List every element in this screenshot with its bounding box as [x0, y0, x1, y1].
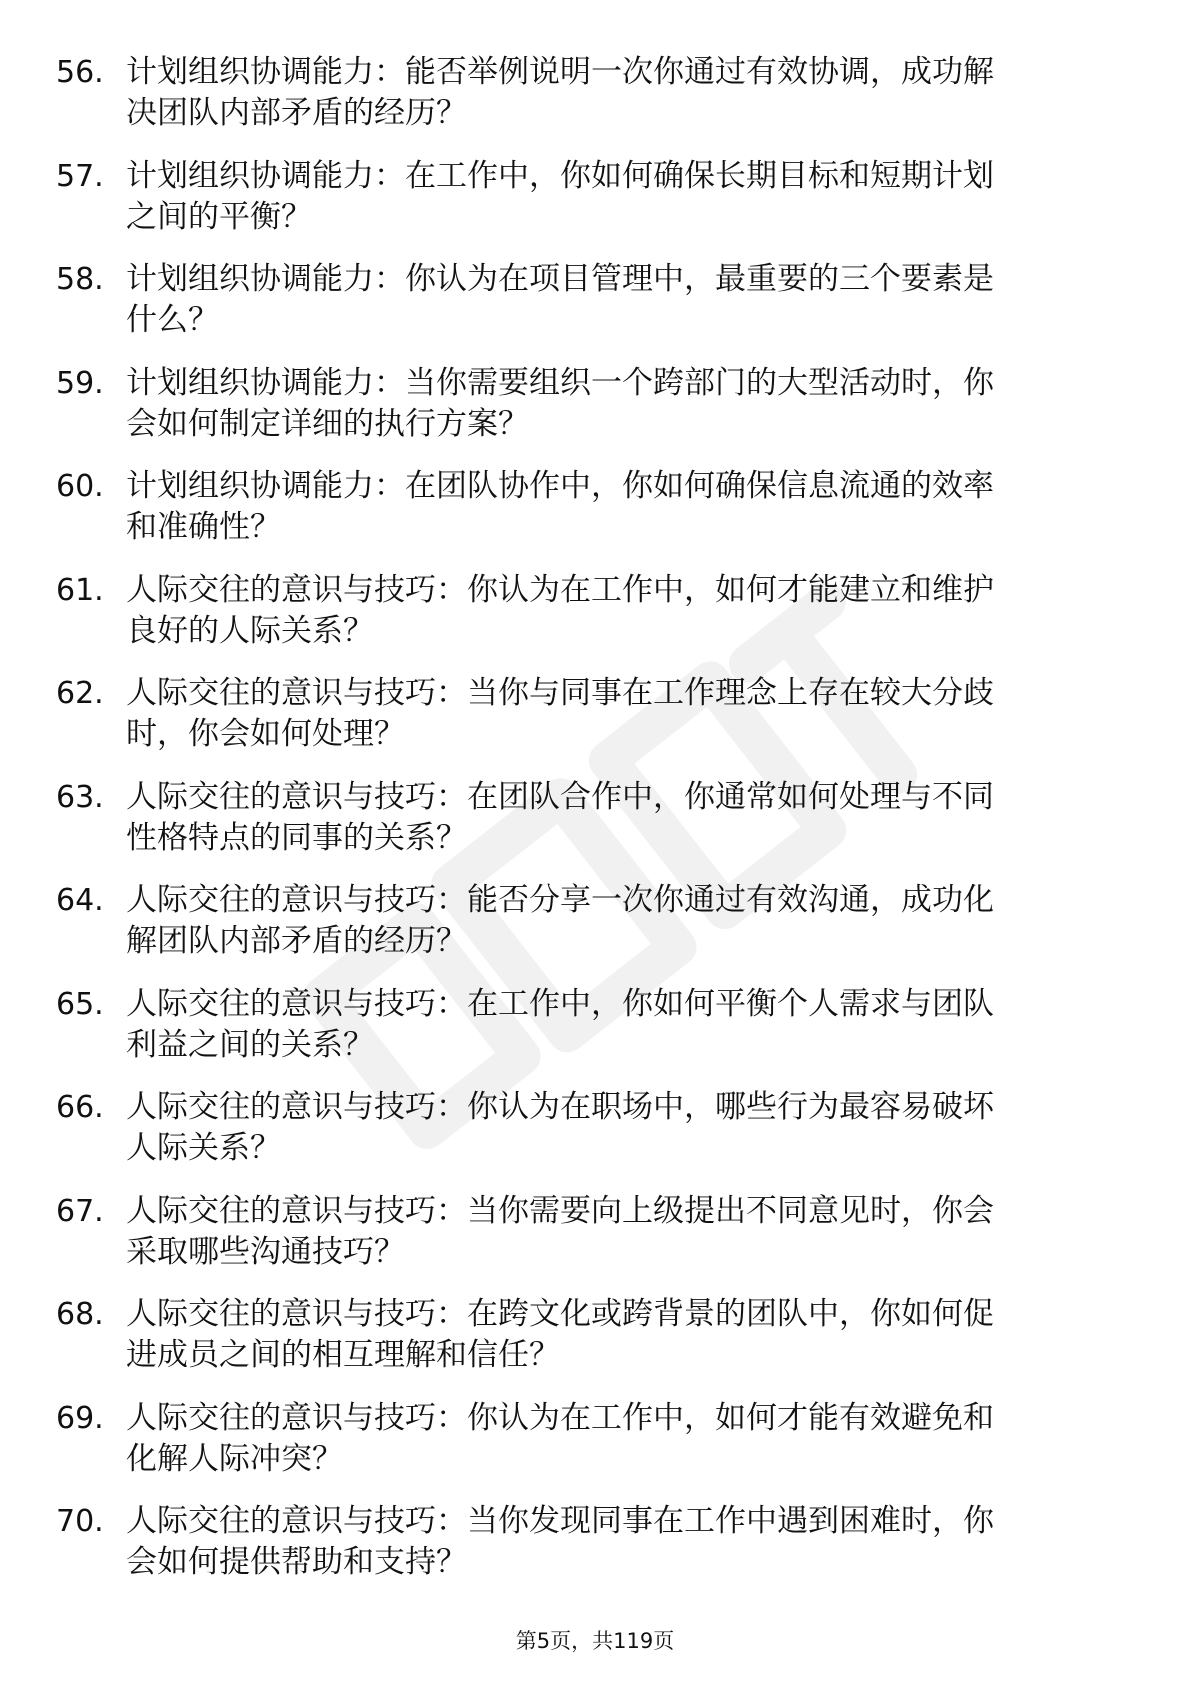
question-number: 62.: [56, 676, 104, 711]
question-number: 64.: [56, 883, 104, 918]
question-line-1: 人际交往的意识与技巧：能否分享一次你通过有效沟通，成功化: [126, 882, 994, 918]
question-line-2: 决团队内部矛盾的经历？: [126, 95, 467, 131]
question-line-2: 之间的平衡？: [126, 198, 312, 235]
question-line-2: 解团队内部矛盾的经历？: [126, 923, 467, 959]
question-text: [126, 570, 1126, 652]
question-number: 56.: [56, 55, 104, 90]
question-text: [126, 363, 1126, 445]
question-item: [0, 1191, 1190, 1295]
question-text: [126, 673, 1126, 755]
question-text: [126, 156, 1126, 238]
question-text: [126, 1501, 1126, 1583]
question-item: [0, 52, 1190, 156]
question-number: 70.: [56, 1504, 104, 1539]
question-item: [0, 570, 1190, 674]
question-line-1: 人际交往的意识与技巧：当你需要向上级提出不同意见时，你会: [126, 1192, 994, 1229]
question-item: [0, 259, 1190, 363]
question-item: [0, 984, 1190, 1088]
question-line-2: 什么？: [126, 302, 219, 338]
question-number: 65.: [56, 986, 104, 1022]
question-line-2: 会如何制定详细的执行方案？: [126, 405, 529, 442]
question-line-2: 良好的人际关系？: [126, 612, 374, 649]
question-number: 69.: [56, 1400, 104, 1436]
question-item: [0, 1087, 1190, 1191]
question-number: 57.: [56, 158, 104, 194]
question-line-1: 计划组织协调能力：你认为在项目管理中，最重要的三个要素是: [126, 261, 994, 297]
question-list: [0, 52, 1190, 1605]
question-text: [126, 1191, 1126, 1273]
question-item: [0, 1398, 1190, 1502]
question-line-1: 人际交往的意识与技巧：在跨文化或跨背景的团队中，你如何促: [126, 1296, 994, 1332]
question-item: [0, 156, 1190, 260]
question-line-1: 人际交往的意识与技巧：在团队合作中，你通常如何处理与不同: [126, 778, 994, 815]
question-line-1: 计划组织协调能力：能否举例说明一次你通过有效协调，成功解: [126, 54, 994, 90]
question-line-1: 人际交往的意识与技巧：你认为在职场中，哪些行为最容易破坏: [126, 1089, 994, 1125]
question-text: [126, 52, 1126, 134]
question-line-2: 人际关系？: [126, 1130, 281, 1166]
question-line-2: 采取哪些沟通技巧？: [126, 1233, 405, 1270]
question-item: [0, 1501, 1190, 1605]
question-number: 67.: [56, 1193, 104, 1229]
question-number: 68.: [56, 1297, 104, 1332]
question-number: 63.: [56, 779, 104, 815]
question-line-2: 化解人际冲突？: [126, 1440, 343, 1477]
question-number: 60.: [56, 469, 104, 504]
question-line-1: 人际交往的意识与技巧：当你与同事在工作理念上存在较大分歧: [126, 675, 994, 711]
question-line-1: 计划组织协调能力：在工作中，你如何确保长期目标和短期计划: [126, 157, 994, 194]
question-item: [0, 777, 1190, 881]
question-line-1: 人际交往的意识与技巧：你认为在工作中，如何才能有效避免和: [126, 1399, 994, 1436]
question-line-1: 人际交往的意识与技巧：当你发现同事在工作中遇到困难时，你: [126, 1503, 994, 1539]
question-text: [126, 1398, 1126, 1480]
question-number: 58.: [56, 262, 104, 297]
question-line-1: 人际交往的意识与技巧：你认为在工作中，如何才能建立和维护: [126, 571, 994, 608]
question-text: [126, 777, 1126, 859]
question-item: [0, 673, 1190, 777]
question-number: 66.: [56, 1090, 104, 1125]
question-line-1: 计划组织协调能力：当你需要组织一个跨部门的大型活动时，你: [126, 364, 994, 401]
question-item: [0, 1294, 1190, 1398]
question-text: [126, 1294, 1126, 1376]
question-text: [126, 1087, 1126, 1169]
question-text: [126, 466, 1126, 548]
question-text: [126, 984, 1126, 1066]
question-line-2: 利益之间的关系？: [126, 1026, 374, 1063]
question-line-2: 和准确性？: [126, 509, 281, 545]
question-item: [0, 466, 1190, 570]
question-line-2: 会如何提供帮助和支持？: [126, 1544, 467, 1580]
question-item: [0, 363, 1190, 467]
question-number: 59.: [56, 365, 104, 401]
question-text: [126, 880, 1126, 962]
question-line-1: 人际交往的意识与技巧：在工作中，你如何平衡个人需求与团队: [126, 985, 994, 1022]
question-line-2: 时，你会如何处理？: [126, 716, 405, 752]
question-line-2: 性格特点的同事的关系？: [126, 819, 467, 856]
question-line-1: 计划组织协调能力：在团队协作中，你如何确保信息流通的效率: [126, 468, 994, 504]
question-number: 61.: [56, 572, 104, 608]
page-footer: 第5页，共119页: [515, 1629, 675, 1653]
question-line-2: 进成员之间的相互理解和信任？: [126, 1337, 560, 1373]
question-item: [0, 880, 1190, 984]
question-text: [126, 259, 1126, 341]
